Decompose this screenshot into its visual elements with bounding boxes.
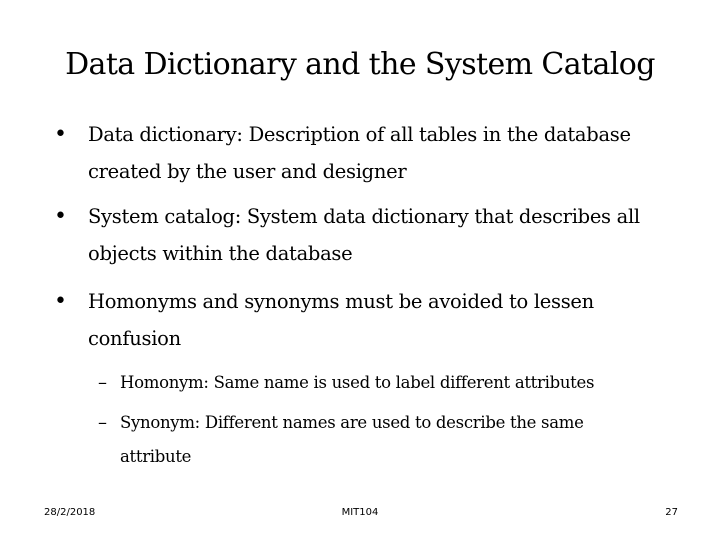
bullet-text: System catalog: System data dictionary that describes all objects within the database bbox=[88, 205, 640, 265]
bullet-text: Data dictionary: Description of all tables in the database created by the user and designer bbox=[88, 123, 631, 183]
bullet-marker: • bbox=[54, 204, 67, 229]
bullet-marker: • bbox=[54, 289, 67, 314]
slide-title: Data Dictionary and the System Catalog bbox=[65, 47, 655, 82]
footer-course: MIT104 bbox=[341, 507, 379, 518]
bullet-marker: • bbox=[54, 122, 67, 147]
footer-date: 28/2/2018 bbox=[44, 507, 96, 518]
sub-bullet-text: Synonym: Different names are used to describe the same attribute bbox=[120, 413, 584, 466]
bullet-text: Homonyms and synonyms must be avoided to lessen confusion bbox=[88, 290, 594, 350]
footer-page-number: 27 bbox=[665, 507, 678, 518]
sub-bullet-text: Homonym: Same name is used to label different attributes bbox=[120, 373, 595, 392]
sub-bullet-marker: – bbox=[98, 412, 107, 433]
sub-bullet-marker: – bbox=[98, 372, 107, 393]
